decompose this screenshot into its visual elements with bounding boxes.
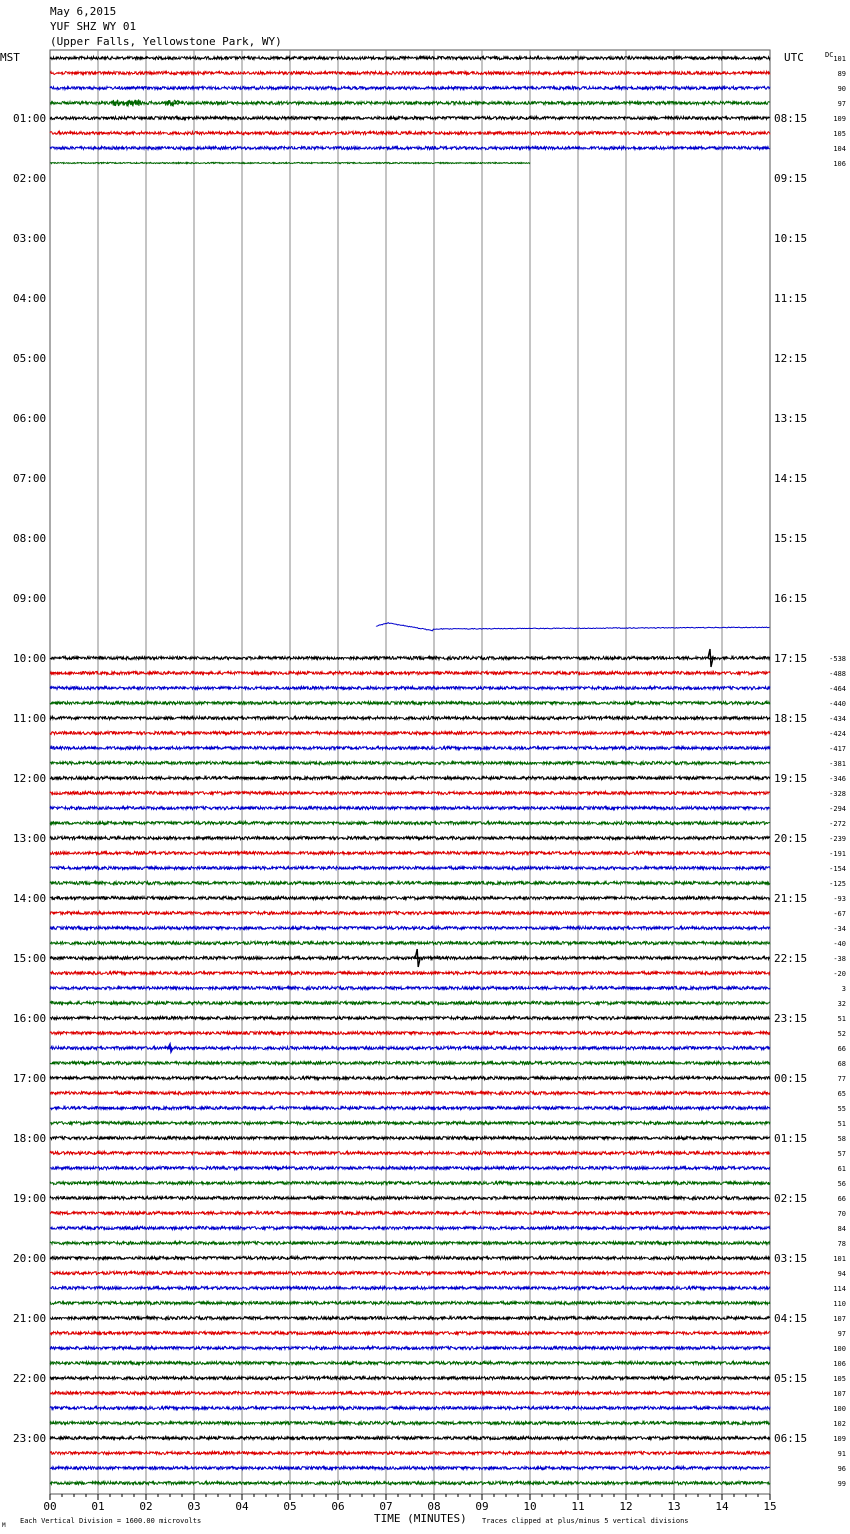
x-tick-label: 15 [763, 1500, 777, 1513]
grid [50, 50, 770, 1500]
trace-row [50, 972, 770, 975]
clipping-note: Traces clipped at plus/minus 5 vertical divisions [482, 1517, 689, 1525]
trace-row [50, 1032, 770, 1035]
dc-offset-label: 106 [833, 1360, 846, 1368]
x-tick-label: 01 [91, 1500, 105, 1513]
dc-offset-label: 106 [833, 160, 846, 168]
dc-offset-label: -191 [829, 850, 846, 858]
trace-row [50, 1482, 770, 1485]
left-hour-label: 22:00 [13, 1372, 47, 1385]
header-date: May 6,2015 [50, 5, 117, 18]
right-hour-label: 05:15 [774, 1372, 808, 1385]
trace-row [50, 687, 770, 690]
dc-offset-label: -538 [829, 655, 846, 663]
trace-row [50, 882, 770, 885]
trace-row [50, 1092, 770, 1095]
trace-row [50, 1227, 770, 1230]
trace-row [50, 1107, 770, 1110]
trace-row [50, 87, 770, 90]
right-hour-label: 19:15 [774, 772, 808, 785]
trace-row [50, 792, 770, 795]
right-hour-label: 16:15 [774, 592, 808, 605]
trace-row [50, 717, 770, 720]
dc-offset-label: 110 [833, 1300, 846, 1308]
right-hour-label: 01:15 [774, 1132, 808, 1145]
trace-row [50, 987, 770, 990]
left-hour-label: 09:00 [13, 592, 47, 605]
trace-row [50, 822, 770, 825]
trace-row [50, 1212, 770, 1215]
dc-offset-label: 51 [837, 1015, 846, 1023]
trace-row [50, 897, 770, 900]
dc-offset-label: 3 [841, 985, 846, 993]
dc-offset-label: -464 [829, 685, 846, 693]
dc-offset-label: 97 [837, 100, 846, 108]
trace-row [50, 672, 770, 675]
dc-offset-label: -488 [829, 670, 846, 678]
dc-offset-label: 109 [833, 1435, 846, 1443]
dc-offset-label: 104 [833, 145, 846, 153]
dc-offset-label: 99 [837, 1480, 846, 1488]
x-tick-label: 00 [43, 1500, 57, 1513]
dc-offset-label: 107 [833, 1315, 846, 1323]
right-hour-label: 06:15 [774, 1432, 808, 1445]
trace-row [50, 1197, 770, 1200]
dc-offset-label: 100 [833, 1345, 846, 1353]
dc-offset-label: 96 [837, 1465, 846, 1473]
trace-row [50, 1467, 770, 1470]
dc-offset-label: 57 [837, 1150, 846, 1158]
trace-row [50, 1062, 770, 1065]
dc-offset-label: 105 [833, 1375, 846, 1383]
trace-row [50, 1437, 770, 1440]
trace-row [50, 1332, 770, 1335]
trace-row [50, 57, 770, 60]
trace-row [50, 1167, 770, 1170]
dc-offset-label: 102 [833, 1420, 846, 1428]
trace-row [50, 1422, 770, 1425]
dc-header-label: DC [825, 51, 834, 59]
dc-offset-label: -34 [833, 925, 846, 933]
left-hour-label: 03:00 [13, 232, 47, 245]
trace-row [50, 1122, 770, 1125]
left-hour-label: 06:00 [13, 412, 47, 425]
trace-row [50, 807, 770, 810]
dc-offset-label: -239 [829, 835, 846, 843]
left-hour-label: 19:00 [13, 1192, 47, 1205]
dc-offset-label: -328 [829, 790, 846, 798]
right-hour-label: 02:15 [774, 1192, 808, 1205]
corner-mark: M [2, 1522, 6, 1529]
dc-offset-label: 55 [837, 1105, 846, 1113]
trace-row [50, 1452, 770, 1455]
x-tick-label: 04 [235, 1500, 249, 1513]
x-tick-label: 07 [379, 1500, 393, 1513]
trace-row [50, 1077, 770, 1080]
dc-offset-label: -93 [833, 895, 846, 903]
trace-row [50, 132, 770, 135]
x-tick-label: 05 [283, 1500, 297, 1513]
dc-offset-label: -38 [833, 955, 846, 963]
x-tick-label: 09 [475, 1500, 489, 1513]
x-tick-label: 14 [715, 1500, 729, 1513]
left-hour-label: 10:00 [13, 652, 47, 665]
trace-row [50, 1002, 770, 1005]
trace-row [50, 117, 770, 120]
dc-offset-label: 90 [837, 85, 846, 93]
trace-row [50, 927, 770, 930]
vertical-division-note: Each Vertical Division = 1600.00 microvolts [20, 1517, 202, 1525]
right-hour-label: 12:15 [774, 352, 808, 365]
trace-row [50, 147, 770, 150]
trace-row [50, 1272, 770, 1275]
dc-offset-label: -434 [829, 715, 846, 723]
dc-offset-label: 94 [837, 1270, 846, 1278]
trace-row [50, 1152, 770, 1155]
left-hour-label: 08:00 [13, 532, 47, 545]
right-hour-label: 21:15 [774, 892, 808, 905]
dc-offset-label: 114 [833, 1285, 846, 1293]
trace-row [50, 852, 770, 855]
left-hour-label: 04:00 [13, 292, 47, 305]
left-hour-label: 20:00 [13, 1252, 47, 1265]
trace-row [50, 762, 770, 765]
trace-row [50, 837, 770, 840]
right-hour-label: 17:15 [774, 652, 808, 665]
trace-row [50, 1317, 770, 1320]
dc-offset-label: -125 [829, 880, 846, 888]
left-hour-label: 13:00 [13, 832, 47, 845]
x-axis-title: TIME (MINUTES) [374, 1512, 467, 1525]
left-hour-label: 16:00 [13, 1012, 47, 1025]
right-hour-label: 15:15 [774, 532, 808, 545]
left-hour-label: 21:00 [13, 1312, 47, 1325]
right-hour-label: 03:15 [774, 1252, 808, 1265]
trace-row [50, 702, 770, 705]
dc-offset-label: -67 [833, 910, 846, 918]
trace-row [50, 162, 530, 163]
left-hour-label: 11:00 [13, 712, 47, 725]
right-hour-label: 23:15 [774, 1012, 808, 1025]
dc-offset-label: -20 [833, 970, 846, 978]
trace-row [50, 1257, 770, 1260]
dc-offset-label: -440 [829, 700, 846, 708]
dc-offset-label: -154 [829, 865, 846, 873]
x-tick-label: 10 [523, 1500, 537, 1513]
dc-offset-label: 89 [837, 70, 846, 78]
left-hour-label: 07:00 [13, 472, 47, 485]
trace-row [50, 1017, 770, 1020]
trace-row [50, 1287, 770, 1290]
dc-offset-label: 66 [837, 1045, 846, 1053]
dc-offset-label: -381 [829, 760, 846, 768]
dc-offset-label: -294 [829, 805, 846, 813]
left-timezone-label: MST [0, 51, 20, 64]
right-hour-label: 04:15 [774, 1312, 808, 1325]
right-hour-label: 10:15 [774, 232, 808, 245]
trace-row [50, 912, 770, 915]
left-hour-label: 14:00 [13, 892, 47, 905]
labels [0, 51, 846, 1529]
dc-offset-label: 100 [833, 1405, 846, 1413]
left-hour-label: 23:00 [13, 1432, 47, 1445]
trace-row [50, 1242, 770, 1245]
dc-offset-label: 109 [833, 115, 846, 123]
dc-offset-label: 97 [837, 1330, 846, 1338]
x-tick-label: 12 [619, 1500, 633, 1513]
left-hour-label: 02:00 [13, 172, 47, 185]
right-hour-label: 09:15 [774, 172, 808, 185]
right-timezone-label: UTC [784, 51, 804, 64]
trace-row [50, 657, 770, 660]
dc-offset-label: 68 [837, 1060, 846, 1068]
dc-offset-label: 107 [833, 1390, 846, 1398]
trace-row [50, 867, 770, 870]
dc-offset-label: 84 [837, 1225, 846, 1233]
dc-offset-label: 66 [837, 1195, 846, 1203]
dc-offset-label: 61 [837, 1165, 846, 1173]
right-hour-label: 13:15 [774, 412, 808, 425]
right-hour-label: 11:15 [774, 292, 808, 305]
trace-row [376, 623, 769, 631]
trace-row [50, 1392, 770, 1395]
left-hour-label: 17:00 [13, 1072, 47, 1085]
left-hour-label: 05:00 [13, 352, 47, 365]
dc-offset-label: -424 [829, 730, 846, 738]
header-location: (Upper Falls, Yellowstone Park, WY) [50, 35, 282, 48]
dc-offset-label: 56 [837, 1180, 846, 1188]
dc-offset-label: 70 [837, 1210, 846, 1218]
trace-row [50, 942, 770, 945]
plot-frame [50, 50, 770, 1494]
dc-offset-label: 77 [837, 1075, 846, 1083]
dc-offset-label: 91 [837, 1450, 846, 1458]
x-tick-label: 02 [139, 1500, 153, 1513]
trace-row [50, 72, 770, 75]
header-station: YUF SHZ WY 01 [50, 20, 137, 33]
dc-offset-label: -272 [829, 820, 846, 828]
trace-row [50, 777, 770, 780]
x-tick-label: 13 [667, 1500, 681, 1513]
dc-offset-label: 101 [833, 1255, 846, 1263]
dc-offset-label: 101 [833, 55, 846, 63]
left-hour-label: 12:00 [13, 772, 47, 785]
left-hour-label: 15:00 [13, 952, 47, 965]
traces [50, 57, 770, 1485]
trace-row [50, 732, 770, 735]
dc-offset-label: -40 [833, 940, 846, 948]
trace-row [50, 1137, 770, 1140]
trace-row [50, 1362, 770, 1365]
trace-row [50, 1377, 770, 1380]
right-hour-label: 22:15 [774, 952, 808, 965]
trace-row [50, 747, 770, 750]
dc-offset-label: 51 [837, 1120, 846, 1128]
right-hour-label: 18:15 [774, 712, 808, 725]
dc-offset-label: 105 [833, 130, 846, 138]
x-tick-label: 11 [571, 1500, 585, 1513]
dc-offset-label: 32 [837, 1000, 846, 1008]
trace-row [50, 957, 770, 960]
x-tick-label: 06 [331, 1500, 345, 1513]
event-spike [168, 1044, 173, 1052]
right-hour-label: 08:15 [774, 112, 808, 125]
trace-row [50, 1347, 770, 1350]
left-hour-label: 01:00 [13, 112, 47, 125]
right-hour-label: 20:15 [774, 832, 808, 845]
trace-row [50, 1047, 770, 1050]
left-hour-label: 18:00 [13, 1132, 47, 1145]
dc-offset-label: 78 [837, 1240, 846, 1248]
trace-row [50, 1182, 770, 1185]
x-tick-label: 03 [187, 1500, 201, 1513]
trace-row [50, 1302, 770, 1305]
trace-row [50, 1407, 770, 1410]
x-tick-label: 08 [427, 1500, 441, 1513]
trace-row [50, 102, 770, 105]
right-hour-label: 00:15 [774, 1072, 808, 1085]
dc-offset-label: 58 [837, 1135, 846, 1143]
right-hour-label: 14:15 [774, 472, 808, 485]
dc-offset-label: -417 [829, 745, 846, 753]
dc-offset-label: -346 [829, 775, 846, 783]
dc-offset-label: 52 [837, 1030, 846, 1038]
dc-offset-label: 65 [837, 1090, 846, 1098]
